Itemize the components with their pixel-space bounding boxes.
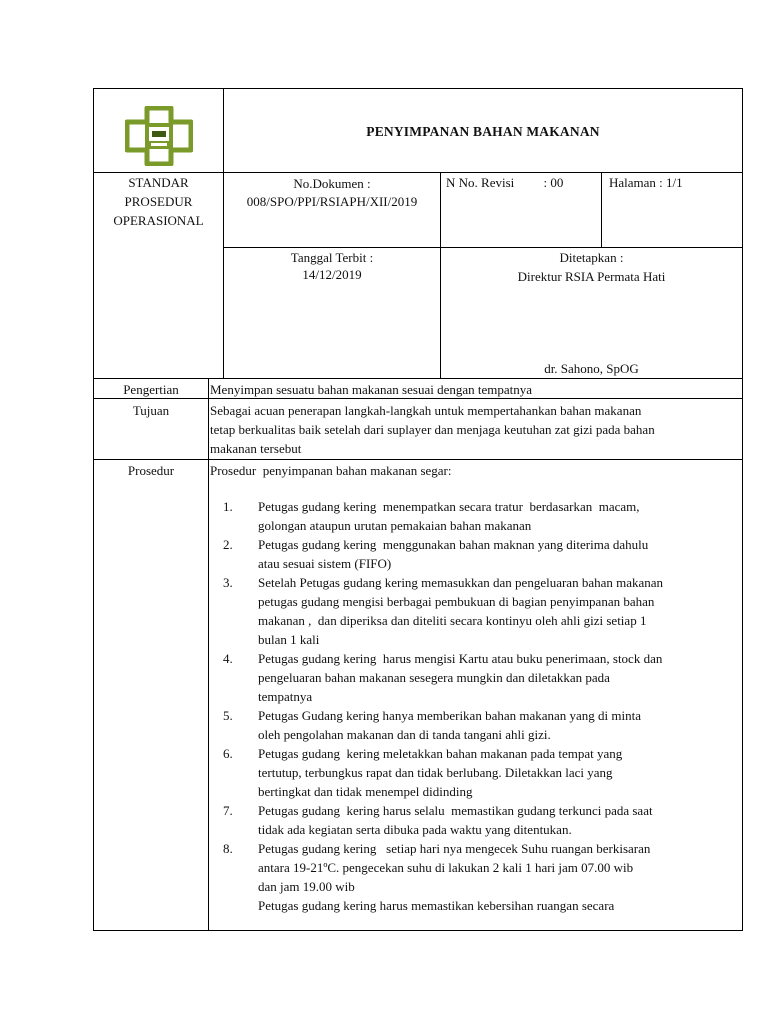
divider-col-labels bbox=[208, 378, 209, 930]
step-number: 3. bbox=[223, 575, 233, 590]
set-by-label: Ditetapkan : bbox=[559, 250, 624, 265]
step-text-line: bertingkat dan tidak menempel didinding bbox=[258, 784, 473, 799]
document-title: PENYIMPANAN BAHAN MAKANAN bbox=[366, 124, 600, 139]
step-text-line: tertutup, terbungkus rapat dan tidak berlubang. Diletakkan laci yang bbox=[258, 765, 613, 780]
pengertian-label: Pengertian bbox=[123, 382, 179, 397]
tujuan-line: tetap berkualitas baik setelah dari suplayer dan menjaga keutuhan zat gizi pada bahan bbox=[210, 422, 655, 437]
step-text-line: Petugas gudang kering harus memastikan kebersihan ruangan secara bbox=[258, 898, 615, 913]
step-text-line: bulan 1 kali bbox=[258, 632, 320, 647]
step-number: 1. bbox=[223, 499, 233, 514]
hospital-logo-icon bbox=[125, 106, 193, 166]
step-text-line: Petugas Gudang kering hanya memberikan bahan makanan yang di minta bbox=[258, 708, 642, 723]
divider-row-prosedur bbox=[93, 459, 743, 460]
step-text-line: golongan ataupun urutan pemakaian bahan makanan bbox=[258, 518, 532, 533]
step-text-line: dan jam 19.00 wib bbox=[258, 879, 355, 894]
prosedur-label: Prosedur bbox=[127, 463, 175, 478]
border-bottom bbox=[93, 930, 743, 931]
issue-date-value: 14/12/2019 bbox=[302, 267, 362, 282]
tujuan-label: Tujuan bbox=[132, 403, 170, 418]
border-top bbox=[93, 88, 743, 89]
sop-label-line1: STANDAR bbox=[128, 175, 189, 190]
set-by-title: Direktur RSIA Permata Hati bbox=[517, 269, 666, 284]
step-number: 6. bbox=[223, 746, 233, 761]
step-number: 2. bbox=[223, 537, 233, 552]
step-text-line: Petugas gudang kering menempatkan secara tratur berdasarkan macam, bbox=[258, 499, 640, 514]
step-text-line: Petugas gudang kering meletakkan bahan makanan pada tempat yang bbox=[258, 746, 623, 761]
signatory-name: dr. Sahono, SpOG bbox=[544, 361, 639, 376]
step-text-line: oleh pengolahan makanan dan di tanda tangani ahli gizi. bbox=[258, 727, 551, 742]
pengertian-text: Menyimpan sesuatu bahan makanan sesuai dengan tempatnya bbox=[210, 382, 533, 397]
step-number: 7. bbox=[223, 803, 233, 818]
divider-row-pengertian bbox=[93, 378, 743, 379]
issue-date-label: Tanggal Terbit : bbox=[290, 250, 374, 265]
step-text-line: Petugas gudang kering harus selalu memastikan gudang terkunci pada saat bbox=[258, 803, 653, 818]
step-text-line: petugas gudang mengisi berbagai pembukuan di bagian penyimpanan bahan bbox=[258, 594, 655, 609]
step-number: 5. bbox=[223, 708, 233, 723]
sop-label-line3: OPERASIONAL bbox=[113, 213, 204, 228]
step-text-line: Setelah Petugas gudang kering memasukkan dan pengeluaran bahan makanan bbox=[258, 575, 664, 590]
step-text-line: pengeluaran bahan makanan sesegera mungkin dan diletakkan pada bbox=[258, 670, 610, 685]
step-text-line: Petugas gudang kering harus mengisi Kartu atau buku penerimaan, stock dan bbox=[258, 651, 663, 666]
divider-col-rev bbox=[601, 172, 602, 247]
step-text-line: tempatnya bbox=[258, 689, 313, 704]
prosedur-intro: Prosedur penyimpanan bahan makanan segar: bbox=[210, 463, 452, 478]
step-text-line: Petugas gudang kering menggunakan bahan maknan yang diterima dahulu bbox=[258, 537, 649, 552]
page-number: Halaman : 1/1 bbox=[609, 175, 683, 190]
border-right bbox=[742, 88, 743, 930]
tujuan-line: makanan tersebut bbox=[210, 441, 302, 456]
step-text-line: atau sesuai sistem (FIFO) bbox=[258, 556, 392, 571]
step-text-line: antara 19-21ºC. pengecekan suhu di lakukan 2 kali 1 hari jam 07.00 wib bbox=[258, 860, 634, 875]
tujuan-line: Sebagai acuan penerapan langkah-langkah untuk mempertahankan bahan makanan bbox=[210, 403, 642, 418]
step-text-line: Petugas gudang kering setiap hari nya mengecek Suhu ruangan berkisaran bbox=[258, 841, 651, 856]
step-text-line: makanan , dan diperiksa dan diteliti secara kontinyu oleh ahli gizi setiap 1 bbox=[258, 613, 647, 628]
step-number: 8. bbox=[223, 841, 233, 856]
step-number: 4. bbox=[223, 651, 233, 666]
sop-label-line2: PROSEDUR bbox=[124, 194, 193, 209]
doc-number-value: 008/SPO/PPI/RSIAPH/XII/2019 bbox=[246, 194, 418, 209]
revision-number: N No. Revisi : 00 bbox=[446, 175, 564, 190]
doc-number-label: No.Dokumen : bbox=[293, 176, 371, 191]
step-text-line: tidak ada kegiatan serta dibuka pada waktu yang ditentukan. bbox=[258, 822, 572, 837]
